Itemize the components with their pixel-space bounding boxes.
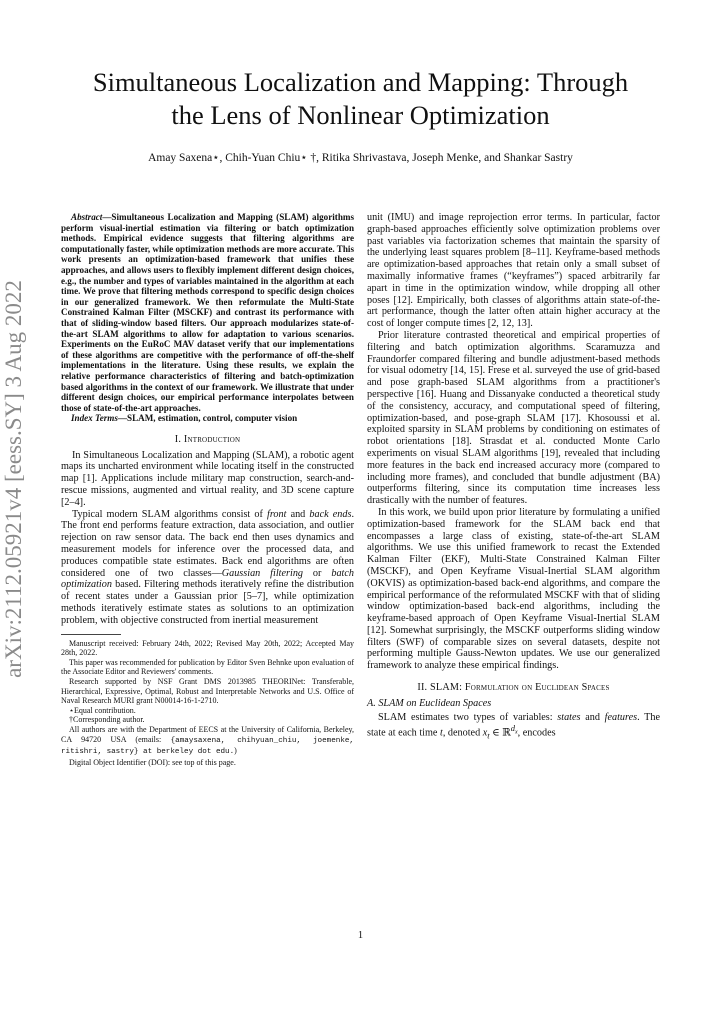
- intro-paragraph-2: [61, 509, 354, 627]
- emph-gaussian-filtering: Gaussian filtering: [221, 567, 304, 579]
- text-span: . The state at each time: [367, 711, 660, 739]
- emph-back-ends: back ends: [309, 508, 352, 520]
- text-span: All authors are with the Department of EECS at the University of California, Berkeley, CA 94720 USA (emails:: [61, 724, 354, 744]
- footnote-rule: [61, 634, 121, 635]
- footnote-equal: ⋆Equal contribution.: [69, 705, 136, 715]
- index-terms-body: —SLAM, estimation, control, computer vision: [117, 413, 298, 424]
- text-span: and: [580, 711, 605, 723]
- title-line-2: the Lens of Nonlinear Optimization: [171, 100, 550, 130]
- abstract-label: Abstract: [71, 212, 103, 222]
- text-span: , encodes: [517, 727, 556, 739]
- math-x: x: [482, 727, 488, 739]
- emph-features: features: [604, 711, 638, 723]
- intro-paragraph-3: unit (IMU) and image reprojection error terms. In particular, factor graph-based approaches efficiently solve optimization problems over past variables via factorization schemes that maintain the sparsity of the underlying least squares problem [8–11]. Keyframe-based methods are optimization-based approaches that retain only a small subset of maximally informative frames (“keyframes”) spaced arbitrarily far apart in time in the optimization window, while dropping all other poses [12]. Empirically, both classes of algorithms attain state-of-the-art performance, though the latter often attain higher accuracy at the cost of longer compute times [2, 12, 13].: [367, 212, 660, 330]
- arxiv-watermark: arXiv:2112.05921v4 [eess.SY] 3 Aug 2022: [1, 280, 26, 678]
- paper-title: [40, 66, 681, 132]
- abstract-body: —Simultaneous Localization and Mapping (SLAM) algorithms perform visual-inertial estimation via filtering or batch optimization methods. Empirical evidence suggests that filtering algorithms are computationally faster, while optimization methods are more accurate. This work presents an optimization-based framework that unifies these approaches, and allows users to flexibly implement different design choices, e.g., the number and types of variables maintained in the algorithm at each time. We prove that filtering methods correspond to specific design choices in our generalized framework. We then reformulate the Multi-State Constrained Kalman Filter (MSCKF) and contrast its performance with that of sliding-window based filters. Our approach modularizes state-of-the-art SLAM algorithms to allow for adaptation to various scenarios. Experiments on the EuRoC MAV dataset verify that our implementations of these algorithms are competitive with the performance of off-the-shelf implementations in the literature. Using these results, we explain the relative performance characteristics of filtering and batch-optimization based algorithms in the context of our framework. We illustrate that under different design choices, our empirical performance interpolates between those of state-of-the-art approaches.: [61, 212, 354, 413]
- math-t: t: [439, 727, 443, 739]
- emph-batch-optimization: batch optimization: [61, 567, 354, 591]
- left-column: [61, 212, 354, 767]
- author-list: Amay Saxena⋆, Chih-Yuan Chiu⋆ †, Ritika Shrivastava, Joseph Menke, and Shankar Sastry: [148, 152, 573, 164]
- subsection-heading-euclidean: A. SLAM on Euclidean Spaces: [367, 697, 492, 709]
- text-span: ): [234, 746, 237, 756]
- text-span: , denoted: [442, 727, 483, 739]
- page-number: 1: [357, 930, 364, 941]
- footnote-doi: Digital Object Identifier (DOI): see top of this page.: [69, 757, 236, 767]
- footnotes: [61, 639, 354, 768]
- text-span: based. Filtering methods iteratively refine the distribution of recent states under a Gaussian prior [5–7], while optimization methods iteratively estimate states as solutions to an optimization problem, with objective constructed from inertial measurement: [61, 579, 354, 626]
- index-terms: [61, 413, 354, 424]
- text-span: . The front end performs feature extraction, data association, and outlier rejection on raw sensor data. The back end then uses dynamics and measurement models for inference over the processed data, and produces compatible state estimates. Back end algorithms are often considered one of two classes—: [61, 508, 355, 579]
- author-emails: {amaysaxena, chihyuan_chiu, joemenke, ritishri, sastry} at berkeley dot edu.: [61, 736, 354, 757]
- formulation-paragraph-1: [367, 712, 660, 743]
- footnote-recommended: This paper was recommended for publication by Editor Sven Behnke upon evaluation of the Associate Editor and Reviewers' comments.: [61, 657, 354, 677]
- footnote-support: Research supported by NSF Grant DMS 2013985 THEORINet: Transferable, Hierarchical, Expressive, Optimal, Robust and Interpretable Networks and U.S. Office of Naval Research MURI grant N00014-16-1-2710.: [61, 677, 354, 706]
- math-d: d: [510, 723, 515, 734]
- intro-paragraph-4: Prior literature contrasted theoretical and empirical properties of filtering and batch optimization algorithms. Scaramuzza and Fraundorfer compared filtering and bundle adjustment-based methods for visual odometry [14, 15]. Frese et al. surveyed the use of grid-based and pose graph-based SLAM algorithms from a practitioner's perspective [16]. Huang and Dissanyake conducted a theoretical study of the consistency, accuracy, and computational speed of filtering, optimization-based, and pose-graph SLAM [17]. Khosoussi et al. exploited sparsity in SLAM problems by conditioning on estimates of robot orientations [18]. Strasdat et al. conducted Monte Carlo experiments on visual SLAM algorithms [19], revealed that including more features in the back end increased accuracy more (compared to including more frames), and concluded that bundle adjustment (BA) outperforms filtering, since its computation time increases less drastically with the number of features.: [367, 329, 660, 507]
- text-span: SLAM estimates two types of variables:: [378, 711, 558, 723]
- intro-paragraph-5: In this work, we build upon prior literature by formulating a unified optimization-based framework for the SLAM back end that encompasses a large class of existing, state-of-the-art SLAM algorithms. We use this unified framework to recast the Extended Kalman Filter (EKF), Multi-State Constrained Kalman Filter (MSCKF), and Open Keyframe Visual-Inertial SLAM algorithm (OKVIS) as optimization-based back-end algorithms, and compare the empirical performance of the reformulated MSCKF with that of sliding window optimization-based back-end algorithms, including the keyframe-based approach of Open Keyframe Visual-Inertial SLAM [12]. Somewhat surprisingly, the MSCKF outperforms sliding window filters (SWF) of comparable sizes on several datasets, despite not performing multiple Gauss-Newton updates. We use our generalized framework to analyze these empirical findings.: [367, 506, 660, 672]
- footnote-affiliation: [61, 725, 354, 758]
- intro-paragraph-1: In Simultaneous Localization and Mapping (SLAM), a robotic agent maps its uncharted environment while locating itself in the constructed map [1]. Applications include military map construction, search-and-rescue missions, augmented and virtual reality, and 3D scene capture [2–4].: [61, 449, 354, 508]
- abstract: [61, 212, 354, 413]
- text-span: Typical modern SLAM algorithms consist of: [72, 508, 267, 520]
- right-column: [367, 212, 660, 743]
- footnote-corresponding: †Corresponding author.: [69, 715, 145, 725]
- footnote-received: Manuscript received: February 24th, 2022; Revised May 20th, 2022; Accepted May 28th, 2022.: [61, 638, 354, 658]
- emph-front: front: [267, 508, 287, 520]
- math-subscript-t: t: [487, 730, 490, 741]
- title-line-1: Simultaneous Localization and Mapping: Through: [92, 67, 629, 97]
- section-heading-formulation: II. SLAM: Formulation on Euclidean Spaces: [417, 682, 610, 694]
- emph-states: states: [557, 711, 581, 723]
- math-in-reals: ∈ ℝ: [489, 727, 511, 739]
- math-subscript-x: x: [514, 730, 518, 737]
- text-span: or: [303, 567, 332, 579]
- section-heading-introduction: I. Introduction: [174, 433, 241, 445]
- text-span: and: [286, 508, 310, 520]
- index-terms-label: Index Terms: [71, 413, 118, 424]
